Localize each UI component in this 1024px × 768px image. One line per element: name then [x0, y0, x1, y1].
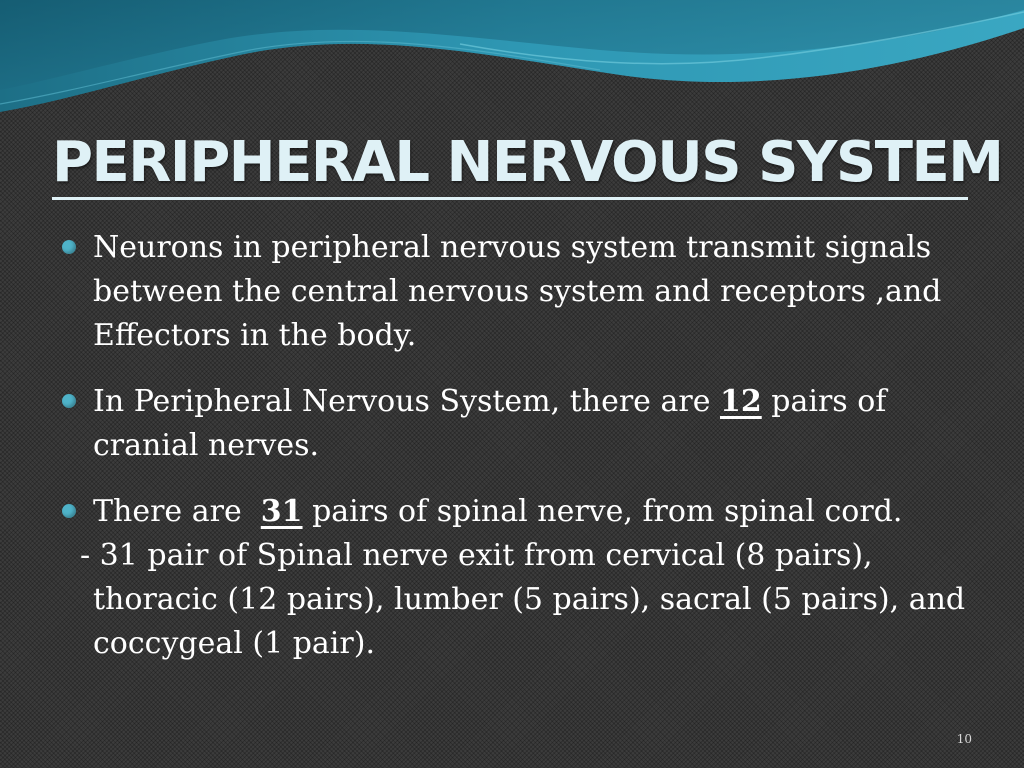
slide-title: PERIPHERAL NERVOUS SYSTEM: [52, 130, 1003, 195]
spinal-nerve-count: 31: [260, 494, 303, 529]
slide-content: [58, 226, 968, 666]
cranial-nerve-count: 12: [719, 384, 762, 419]
bullet-text-after: pairs of spinal nerve, from spinal cord.: [302, 494, 903, 529]
bullet-text: Neurons in peripheral nervous system transmit signals between the central nervous system and receptors ,and Effectors in the body.: [93, 230, 942, 353]
page-number: 10: [956, 732, 972, 746]
bullet-item-spinal-nerves: [58, 490, 968, 534]
bullet-dot-icon: [62, 240, 76, 254]
title-underline: [52, 197, 968, 200]
bullet-item-neurons: [58, 226, 968, 358]
spinal-nerve-detail-note: - 31 pair of Spinal nerve exit from cervical (8 pairs), thoracic (12 pairs), lumber (5 pairs), sacral (5 pairs), and coccygeal (1 pair).: [80, 538, 966, 661]
bullet-dot-icon: [62, 504, 76, 518]
bullet-item-cranial-nerves: [58, 380, 968, 468]
bullet-dot-icon: [62, 394, 76, 408]
bullet-text-before: There are: [93, 494, 261, 529]
header-wave-decoration: [0, 0, 1024, 120]
bullet-text-before: In Peripheral Nervous System, there are: [93, 384, 720, 419]
bullet-text-after: pairs of cranial nerves.: [93, 384, 887, 463]
